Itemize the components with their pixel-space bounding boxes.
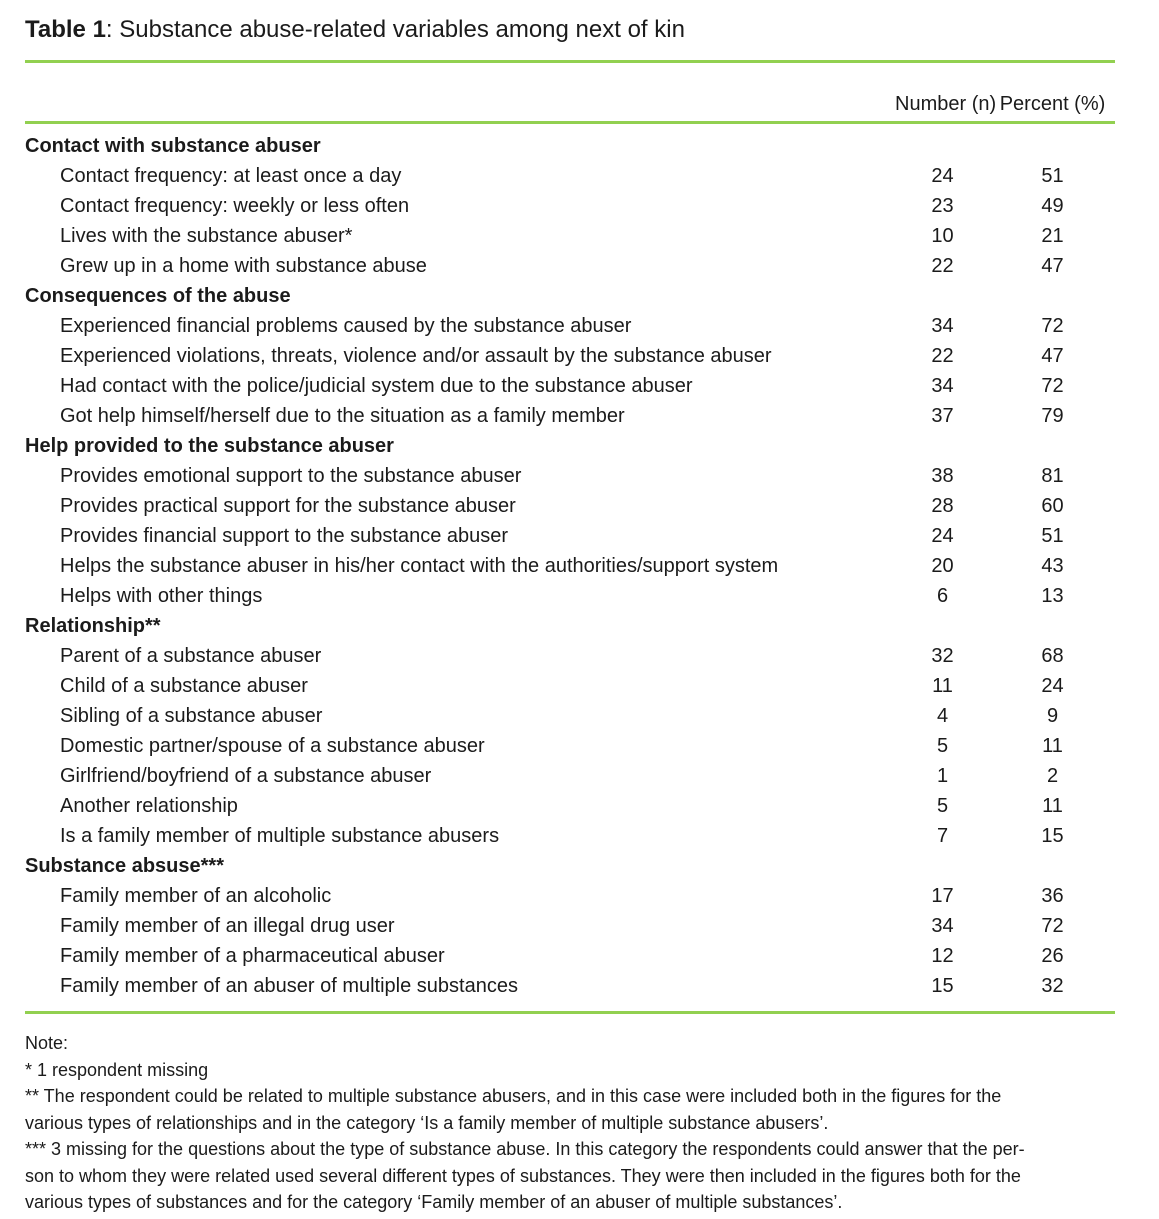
row-percent-value: 60 (1041, 495, 1064, 517)
row-percent-value: 51 (1041, 525, 1064, 547)
row-number-value: 5 (936, 735, 949, 757)
row-number-value: 10 (931, 225, 954, 247)
section-title: Contact with substance abuser (25, 135, 321, 157)
row-label: Another relationship (60, 795, 238, 817)
row-percent-value: 51 (1041, 165, 1064, 187)
column-header-number: Number (n) (895, 93, 997, 115)
section-percent-spacer (990, 611, 1115, 641)
row-label: Parent of a substance abuser (60, 645, 322, 667)
section-header-row (25, 281, 1115, 311)
row-number-value: 1 (936, 765, 949, 787)
row-number-value: 28 (931, 495, 954, 517)
row-label: Helps with other things (60, 585, 263, 607)
table-row (25, 971, 1115, 1001)
row-percent-value: 2 (1046, 765, 1059, 787)
section-title: Substance absuse*** (25, 855, 224, 877)
section-number-spacer (895, 131, 990, 161)
table-content (25, 0, 1115, 1216)
row-percent-value: 43 (1041, 555, 1064, 577)
row-percent-value: 9 (1046, 705, 1059, 727)
row-label: Experienced violations, threats, violence and/or assault by the substance abuser (60, 345, 772, 367)
row-label: Family member of an alcoholic (60, 885, 332, 907)
row-label: Provides financial support to the substance abuser (60, 525, 509, 547)
section-percent-spacer (990, 281, 1115, 311)
section-percent-spacer (990, 131, 1115, 161)
row-label: Helps the substance abuser in his/her contact with the authorities/support system (60, 555, 779, 577)
row-number-value: 6 (936, 585, 949, 607)
row-label: Provides practical support for the substance abuser (60, 495, 516, 517)
table-row (25, 551, 1115, 581)
note-line: various types of substances and for the category ‘Family member of an abuser of multiple substances’. (25, 1192, 843, 1212)
section-title: Help provided to the substance abuser (25, 435, 394, 457)
row-number-value: 22 (931, 345, 954, 367)
row-label: Family member of an illegal drug user (60, 915, 395, 937)
row-number-value: 17 (931, 885, 954, 907)
notes-block (25, 1030, 1115, 1216)
row-number-value: 7 (936, 825, 949, 847)
section-title: Relationship** (25, 615, 161, 637)
table-row (25, 251, 1115, 281)
row-percent-value: 79 (1041, 405, 1064, 427)
table-row (25, 461, 1115, 491)
row-number-value: 24 (931, 525, 954, 547)
row-label: Grew up in a home with substance abuse (60, 255, 427, 277)
row-number-value: 34 (931, 915, 954, 937)
row-number-value: 11 (932, 675, 953, 697)
row-percent-value: 47 (1041, 255, 1064, 277)
row-label: Got help himself/herself due to the situation as a family member (60, 405, 625, 427)
row-percent-value: 72 (1041, 915, 1064, 937)
table-row (25, 881, 1115, 911)
table-row (25, 191, 1115, 221)
row-number-value: 15 (931, 975, 954, 997)
table-row (25, 911, 1115, 941)
row-label: Family member of an abuser of multiple substances (60, 975, 518, 997)
table-body (25, 131, 1115, 1001)
section-header-row (25, 131, 1115, 161)
table-row (25, 221, 1115, 251)
row-percent-value: 72 (1041, 375, 1064, 397)
row-percent-value: 72 (1041, 315, 1064, 337)
section-percent-spacer (990, 851, 1115, 881)
table-title-label: Table 1 (25, 16, 106, 43)
row-percent-value: 47 (1041, 345, 1064, 367)
table-row (25, 821, 1115, 851)
table-row (25, 521, 1115, 551)
table-title-text: : Substance abuse-related variables among next of kin (105, 16, 685, 43)
header-rule (25, 121, 1115, 124)
row-number-value: 24 (931, 165, 954, 187)
table-row (25, 371, 1115, 401)
row-label: Contact frequency: at least once a day (60, 165, 402, 187)
table-row (25, 941, 1115, 971)
row-percent-value: 49 (1041, 195, 1064, 217)
row-percent-value: 11 (1042, 735, 1063, 757)
section-number-spacer (895, 281, 990, 311)
note-line: various types of relationships and in the category ‘Is a family member of multiple substance abusers’. (25, 1112, 829, 1133)
section-title: Consequences of the abuse (25, 285, 291, 307)
note-line: son to whom they were related used several different types of substances. They were then included in the figures both for the (25, 1165, 1021, 1186)
section-header-row (25, 851, 1115, 881)
section-number-spacer (895, 611, 990, 641)
row-percent-value: 36 (1041, 885, 1064, 907)
row-label: Domestic partner/spouse of a substance abuser (60, 735, 485, 757)
row-percent-value: 24 (1041, 675, 1064, 697)
section-header-row (25, 431, 1115, 461)
row-label: Sibling of a substance abuser (60, 705, 323, 727)
column-header-row (25, 63, 1115, 121)
section-header-row (25, 611, 1115, 641)
table-title (25, 0, 1115, 45)
row-percent-value: 11 (1042, 795, 1063, 817)
note-line: *** 3 missing for the questions about the type of substance abuse. In this category the respondents could answer that the per- (25, 1139, 1025, 1159)
row-percent-value: 21 (1041, 225, 1064, 247)
table-row (25, 761, 1115, 791)
row-label: Child of a substance abuser (60, 675, 308, 697)
row-percent-value: 26 (1041, 945, 1064, 967)
row-percent-value: 81 (1041, 465, 1064, 487)
row-percent-value: 68 (1041, 645, 1064, 667)
row-percent-value: 13 (1041, 585, 1064, 607)
row-percent-value: 32 (1041, 975, 1064, 997)
row-label: Family member of a pharmaceutical abuser (60, 945, 445, 967)
row-percent-value: 15 (1041, 825, 1064, 847)
note-line: * 1 respondent missing (25, 1059, 209, 1080)
section-percent-spacer (990, 431, 1115, 461)
note-line: Note: (25, 1033, 69, 1053)
row-number-value: 34 (931, 315, 954, 337)
row-number-value: 22 (931, 255, 954, 277)
row-number-value: 23 (931, 195, 954, 217)
section-number-spacer (895, 431, 990, 461)
row-number-value: 32 (931, 645, 954, 667)
row-number-value: 4 (936, 705, 949, 727)
row-label: Contact frequency: weekly or less often (60, 195, 410, 217)
row-label: Lives with the substance abuser* (60, 225, 353, 247)
column-header-percent: Percent (%) (999, 93, 1106, 115)
bottom-rule (25, 1011, 1115, 1014)
row-label: Girlfriend/boyfriend of a substance abuser (60, 765, 432, 787)
row-label: Experienced financial problems caused by the substance abuser (60, 315, 632, 337)
row-number-value: 37 (931, 405, 954, 427)
table-row (25, 701, 1115, 731)
row-number-value: 12 (931, 945, 954, 967)
row-label: Had contact with the police/judicial system due to the substance abuser (60, 375, 693, 397)
table-row (25, 731, 1115, 761)
row-number-value: 5 (936, 795, 949, 817)
table-row (25, 581, 1115, 611)
table-row (25, 641, 1115, 671)
row-label: Provides emotional support to the substance abuser (60, 465, 522, 487)
table-row (25, 791, 1115, 821)
table-row (25, 401, 1115, 431)
row-number-value: 20 (931, 555, 954, 577)
table-row (25, 341, 1115, 371)
table-row (25, 161, 1115, 191)
table-row (25, 311, 1115, 341)
row-label: Is a family member of multiple substance abusers (60, 825, 500, 847)
section-number-spacer (895, 851, 990, 881)
table-row (25, 671, 1115, 701)
table-row (25, 491, 1115, 521)
row-number-value: 34 (931, 375, 954, 397)
row-number-value: 38 (931, 465, 954, 487)
note-line: ** The respondent could be related to multiple substance abusers, and in this case were included both in the figures for the (25, 1086, 1002, 1106)
